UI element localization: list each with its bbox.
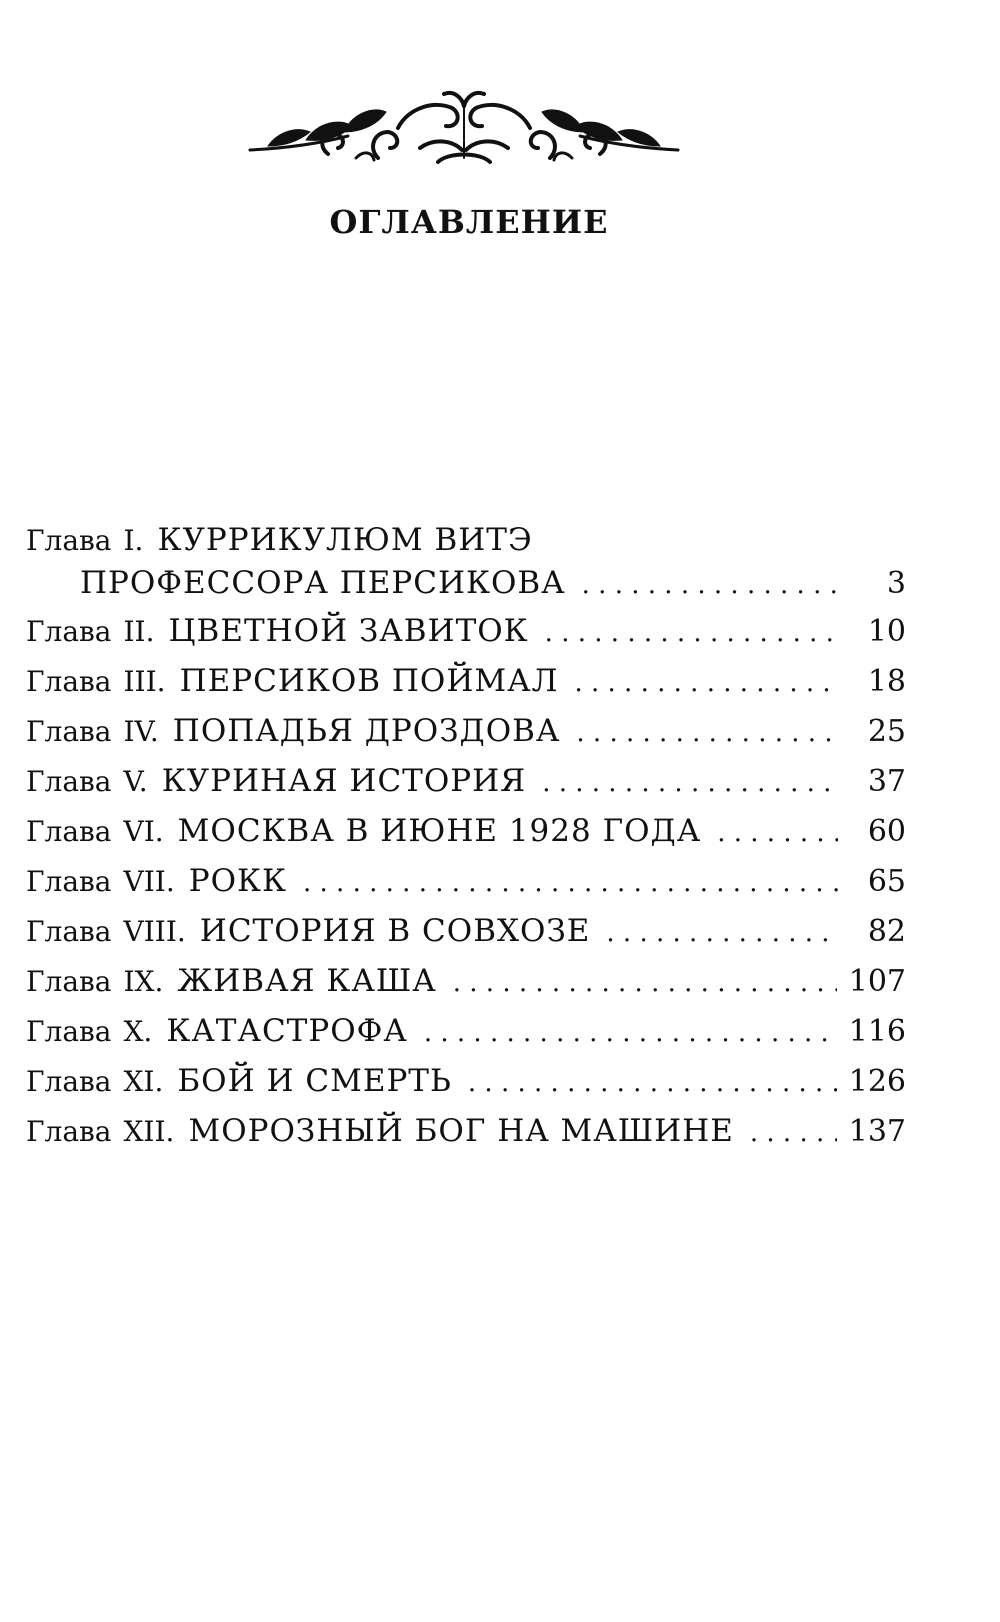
toc-entry — [26, 706, 906, 756]
dot-leader — [303, 858, 838, 908]
chapter-title: КАТАСТРОФА — [166, 1013, 408, 1049]
chapter-title-continued: ПРОФЕССОРА ПЕРСИКОВА — [80, 565, 566, 601]
page-number: 18 — [867, 664, 906, 699]
toc-entry — [26, 856, 906, 906]
chapter-word: Глава — [26, 715, 112, 748]
chapter-number: VIII. — [123, 915, 186, 948]
chapter-title: ЦВЕТНОЙ ЗАВИТОК — [168, 613, 529, 649]
chapter-title: КУРИНАЯ ИСТОРИЯ — [161, 763, 527, 799]
chapter-number: XII. — [123, 1115, 175, 1148]
toc-entry — [26, 956, 906, 1006]
toc-entry — [26, 1006, 906, 1056]
chapter-number: V. — [123, 765, 148, 798]
page-title: ОГЛАВЛЕНИЕ — [329, 203, 609, 241]
dot-leader — [576, 708, 838, 758]
toc-entry — [26, 806, 906, 856]
chapter-number: X. — [123, 1015, 153, 1048]
dot-leader — [424, 1008, 837, 1058]
table-of-contents — [26, 520, 906, 1156]
dot-leader — [468, 1058, 837, 1108]
chapter-title: БОЙ И СМЕРТЬ — [177, 1063, 452, 1099]
dot-leader — [606, 908, 838, 958]
chapter-word: Глава — [26, 1065, 112, 1098]
chapter-number: II. — [123, 615, 155, 648]
chapter-word: Глава — [26, 815, 112, 848]
toc-entry — [26, 1056, 906, 1106]
chapter-title: ИСТОРИЯ В СОВХОЗЕ — [199, 913, 591, 949]
dot-leader — [453, 958, 837, 1008]
chapter-title: ПОПАДЬЯ ДРОЗДОВА — [172, 713, 561, 749]
chapter-word: Глава — [26, 615, 112, 648]
page-number: 60 — [867, 814, 906, 849]
page-number: 107 — [848, 964, 906, 999]
chapter-word: Глава — [26, 965, 112, 998]
dot-leader — [545, 608, 838, 658]
page-number: 126 — [848, 1064, 906, 1099]
chapter-word: Глава — [26, 1115, 112, 1148]
chapter-word: Глава — [26, 665, 112, 698]
chapter-word: Глава — [26, 1015, 112, 1048]
page-number: 82 — [867, 914, 906, 949]
page-number: 37 — [867, 764, 906, 799]
chapter-title: ЖИВАЯ КАША — [177, 963, 437, 999]
chapter-word: Глава — [26, 524, 112, 557]
floral-ornament-icon — [248, 88, 680, 170]
page-number: 10 — [867, 614, 906, 649]
chapter-title: ПЕРСИКОВ ПОЙМАЛ — [179, 663, 559, 699]
toc-entry — [26, 906, 906, 956]
chapter-title: КУРРИКУЛЮМ ВИТЭ — [157, 522, 533, 558]
chapter-title: МОСКВА В ИЮНЕ 1928 ГОДА — [177, 813, 702, 849]
toc-entry — [26, 1106, 906, 1156]
dot-leader — [542, 758, 838, 808]
toc-entry — [26, 656, 906, 706]
dot-leader — [582, 562, 838, 608]
chapter-word: Глава — [26, 865, 112, 898]
dot-leader — [574, 658, 838, 708]
toc-entry — [26, 520, 906, 606]
chapter-number: VI. — [123, 815, 164, 848]
chapter-title: РОКК — [188, 863, 287, 899]
page-number: 137 — [848, 1114, 906, 1149]
toc-entry — [26, 606, 906, 656]
page-number: 116 — [848, 1014, 906, 1049]
chapter-number: VII. — [123, 865, 175, 898]
chapter-number: IV. — [123, 715, 159, 748]
chapter-word: Глава — [26, 915, 112, 948]
toc-entry — [26, 756, 906, 806]
chapter-number: I. — [123, 524, 144, 557]
chapter-title: МОРОЗНЫЙ БОГ НА МАШИНЕ — [188, 1113, 734, 1149]
page-number: 65 — [867, 864, 906, 899]
chapter-number: IX. — [123, 965, 164, 998]
chapter-word: Глава — [26, 765, 112, 798]
dot-leader — [750, 1108, 837, 1158]
chapter-number: III. — [123, 665, 166, 698]
chapter-number: XI. — [123, 1065, 164, 1098]
page-number: 25 — [867, 714, 906, 749]
page-number: 3 — [886, 566, 906, 601]
dot-leader — [717, 808, 838, 858]
